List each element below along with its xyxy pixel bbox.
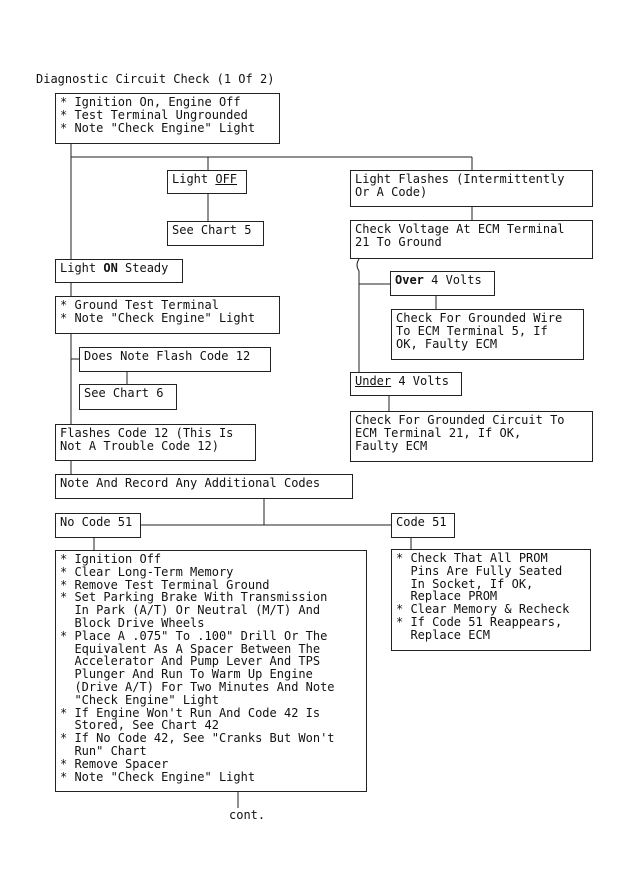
check-grounded-circuit-box: Check For Grounded Circuit To ECM Terminal 21, If OK, Faulty ECM [350, 411, 593, 462]
code-51-box: Code 51 [391, 513, 455, 538]
light-on-suffix: Steady [117, 261, 169, 275]
continuation-label: cont. [229, 808, 266, 822]
does-not-flash-box: Does Note Flash Code 12 [79, 347, 271, 372]
over-suffix: 4 Volts [423, 273, 482, 287]
no-code-51-steps-box: * Ignition Off * Clear Long-Term Memory * Remove Test Terminal Ground * Set Parking Brake With Transmission In Park (A/T) Or Neutral (M/T) And Block Drive Wheels * Place A .075" To .100" Drill Or The Equivalent As A Spacer Between The Accelerator And Pump Lever And TPS Plunger And Run To Warm Up Engine (Drive A/T) For Two Minutes And Note "Check Engine" Light * If Engine Won't Run And Code 42 Is Stored, See Chart 42 * If No Code 42, See "Cranks But Won't Run" Chart * Remove Spacer * Note "Check Engine" Light [55, 550, 367, 792]
start-step-box: * Ignition On, Engine Off * Test Terminal Ungrounded * Note "Check Engine" Light [55, 93, 280, 144]
light-off-prefix: Light [172, 172, 216, 186]
light-off-box [167, 170, 247, 194]
note-and-record-box: Note And Record Any Additional Codes [55, 474, 353, 499]
check-voltage-box: Check Voltage At ECM Terminal 21 To Ground [350, 220, 593, 259]
code-51-steps-box: * Check That All PROM Pins Are Fully Seated In Socket, If OK, Replace PROM * Clear Memory & Recheck * If Code 51 Reappears, Replace ECM [391, 549, 591, 651]
light-on-prefix: Light [60, 261, 104, 275]
under-4-volts-box [350, 372, 462, 396]
check-grounded-wire-box: Check For Grounded Wire To ECM Terminal 5, If OK, Faulty ECM [391, 309, 584, 360]
no-code-51-box: No Code 51 [55, 513, 141, 538]
chart-title: Diagnostic Circuit Check (1 Of 2) [36, 72, 275, 86]
light-flashes-box: Light Flashes (Intermittently Or A Code) [350, 170, 593, 207]
over-4-volts-box [390, 271, 495, 296]
light-off-emphasis: OFF [215, 172, 238, 186]
over-emphasis: Over [395, 273, 424, 287]
under-emphasis: Under [355, 374, 392, 388]
see-chart-5-box: See Chart 5 [167, 221, 264, 246]
ground-test-terminal-box: * Ground Test Terminal * Note "Check Engine" Light [55, 296, 280, 334]
under-suffix: 4 Volts [391, 374, 449, 388]
light-on-steady-box [55, 259, 183, 283]
light-on-emphasis: ON [103, 261, 118, 275]
flashes-code-12-box: Flashes Code 12 (This Is Not A Trouble Code 12) [55, 424, 256, 461]
see-chart-6-box: See Chart 6 [79, 384, 177, 410]
